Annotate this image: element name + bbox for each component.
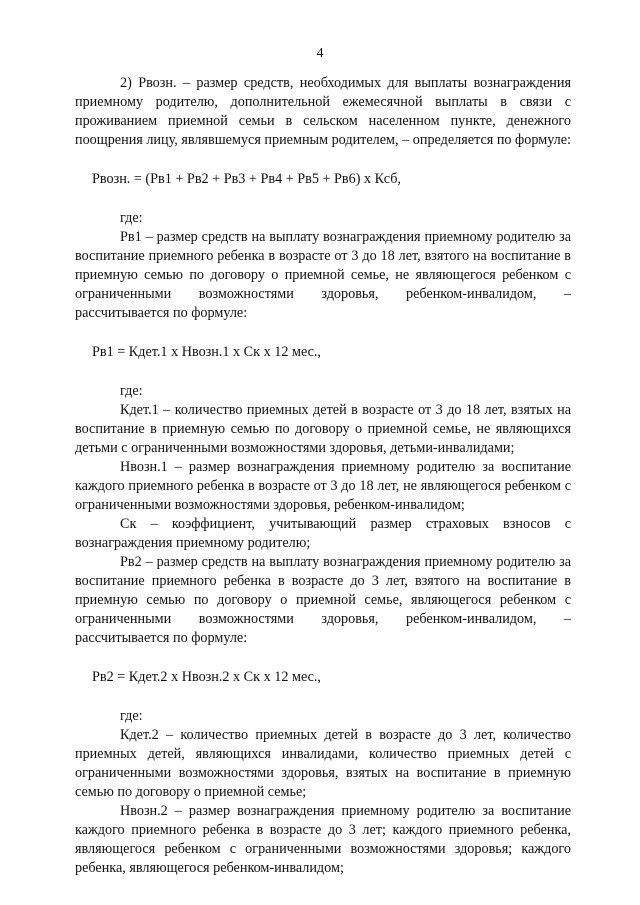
document-body (75, 74, 571, 878)
paragraph-rv2: Рв2 – размер средств на выплату вознаграждения приемному родителю за воспитание приемного ребенка в возрасте до 3 лет, взятого на воспитание в приемную семью по договору о приемной семье, являющегося ребенком с ограниченными возможностями здоровья, ребенком-инвалидом, – рассчитывается по формуле: (75, 554, 571, 646)
formula-rvozn: Рвозн. = (Рв1 + Рв2 + Рв3 + Рв4 + Рв5 + Рв6) х Ксб, (92, 171, 401, 187)
page-number: 4 (316, 46, 324, 61)
formula-rv2: Рв2 = Кдет.2 х Нвозн.2 х Ск х 12 мес., (92, 669, 321, 685)
where-label-3: где: (120, 708, 143, 724)
paragraph-kdet2: Кдет.2 – количество приемных детей в возрасте до 3 лет, количество приемных детей, являющихся инвалидами, количество приемных детей с ограниченными возможностями здоровья, взятых на воспитание в приемную семью по договору о приемной семье; (75, 727, 571, 800)
paragraph-kdet1: Кдет.1 – количество приемных детей в возрасте от 3 до 18 лет, взятых на воспитание в приемную семью по договору о приемной семье, не являющихся детьми с ограниченными возможностями здоровья, детьми-инвалидами; (75, 402, 571, 456)
paragraph-nvozn2: Нвозн.2 – размер вознаграждения приемному родителю за воспитание каждого приемного ребенка в возрасте до 3 лет; каждого приемного ребенка, являющегося ребенком с ограниченными возможностями здоровья; каждого ребенка, являющегося ребенком-инвалидом; (75, 803, 571, 876)
paragraph-nvozn1: Нвозн.1 – размер вознаграждения приемному родителю за воспитание каждого приемного ребенка в возрасте от 3 до 18 лет, не являющегося ребенком с ограниченными возможностями здоровья, ребенком-инвалидом; (75, 459, 571, 513)
where-label-2: где: (120, 383, 143, 399)
paragraph-intro: 2) Рвозн. – размер средств, необходимых для выплаты вознаграждения приемному родителю, дополнительной ежемесячной выплаты в связи с проживанием приемной семьи в сельском населенном пункте, денежного поощрения лицу, являвшемуся приемным родителем, – определяется по формуле: (75, 75, 571, 148)
where-label-1: где: (120, 210, 143, 226)
formula-rv1: Рв1 = Кдет.1 х Нвозн.1 х Ск х 12 мес., (92, 344, 321, 360)
paragraph-sk: Ск – коэффициент, учитывающий размер страховых взносов с вознаграждения приемному родителю; (75, 516, 571, 551)
paragraph-rv1: Рв1 – размер средств на выплату вознаграждения приемному родителю за воспитание приемного ребенка в возрасте от 3 до 18 лет, взятого на воспитание в приемную семью по договору о приемной семье, не являющегося ребенком с ограниченными возможностями здоровья, ребенком-инвалидом, – рассчитывается по формуле: (75, 229, 571, 321)
